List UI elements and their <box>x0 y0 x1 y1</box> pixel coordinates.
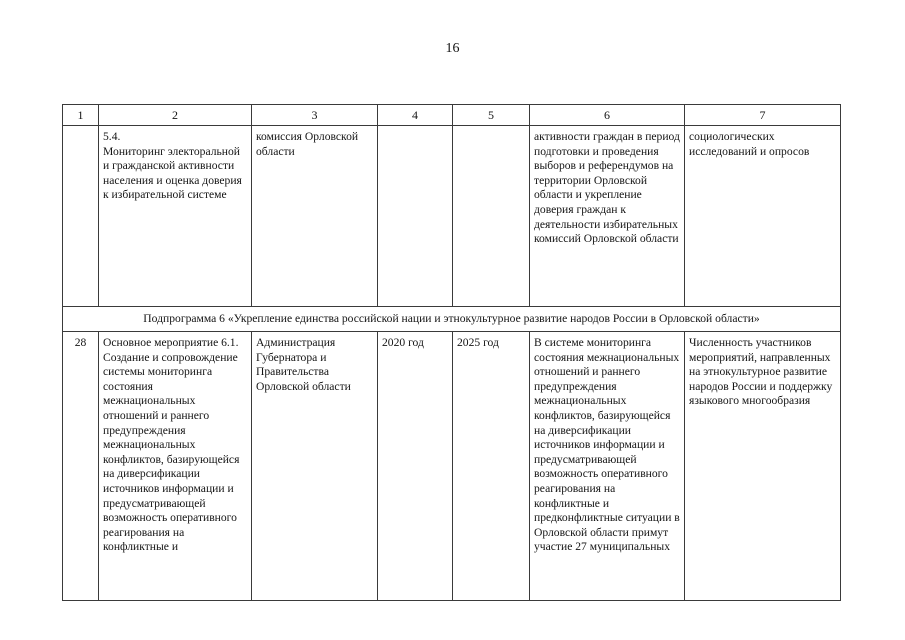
end-year-cell: 2025 год <box>453 332 530 601</box>
page-number: 16 <box>445 41 460 56</box>
result-cell: В системе мониторинга состояния межнациональных отношений и раннего предупреждения межнациональных конфликтов, базирующейся на диверсификации источников информации и предусматривающей возможность оперативного реагирования на конфликтные и предконфликтные ситуации в Орловской области примут участие 27 муниципальных <box>530 332 685 601</box>
row-number <box>63 126 99 307</box>
end-year-cell <box>453 126 530 307</box>
executor-cell: Администрация Губернатора и Правительства Орловской области <box>252 332 378 601</box>
header-cell-6: 6 <box>530 105 685 126</box>
subprogram-row <box>63 307 841 332</box>
subprogram-title: Подпрограмма 6 «Укрепление единства российской нации и этнокультурное развитие народов России в Орловской области» <box>63 307 841 332</box>
activity-cell: 5.4. Мониторинг электоральной и гражданской активности населения и оценка доверия к избирательной системе <box>99 126 252 307</box>
row-number: 28 <box>63 332 99 601</box>
header-cell-2: 2 <box>99 105 252 126</box>
indicator-cell: социологических исследований и опросов <box>685 126 841 307</box>
indicator-cell: Численность участников мероприятий, направленных на этнокультурное развитие народов России и поддержку языкового многообразия <box>685 332 841 601</box>
header-cell-4: 4 <box>378 105 453 126</box>
header-cell-5: 5 <box>453 105 530 126</box>
header-cell-3: 3 <box>252 105 378 126</box>
executor-cell: комиссия Орловской области <box>252 126 378 307</box>
program-table <box>62 104 841 601</box>
activity-cell: Основное мероприятие 6.1. Создание и сопровождение системы мониторинга состояния межнациональных отношений и раннего предупреждения межнациональных конфликтов, базирующейся на диверсификации источников информации и предусматривающей возможность оперативного реагирования на конфликтные и <box>99 332 252 601</box>
result-cell: активности граждан в период подготовки и проведения выборов и референдумов на территории Орловской области и укрепление доверия граждан к деятельности избирательных комиссий Орловской области <box>530 126 685 307</box>
table-row <box>63 126 841 307</box>
start-year-cell <box>378 126 453 307</box>
header-cell-7: 7 <box>685 105 841 126</box>
table-row <box>63 332 841 601</box>
header-row <box>63 105 841 126</box>
header-cell-1: 1 <box>63 105 99 126</box>
start-year-cell: 2020 год <box>378 332 453 601</box>
